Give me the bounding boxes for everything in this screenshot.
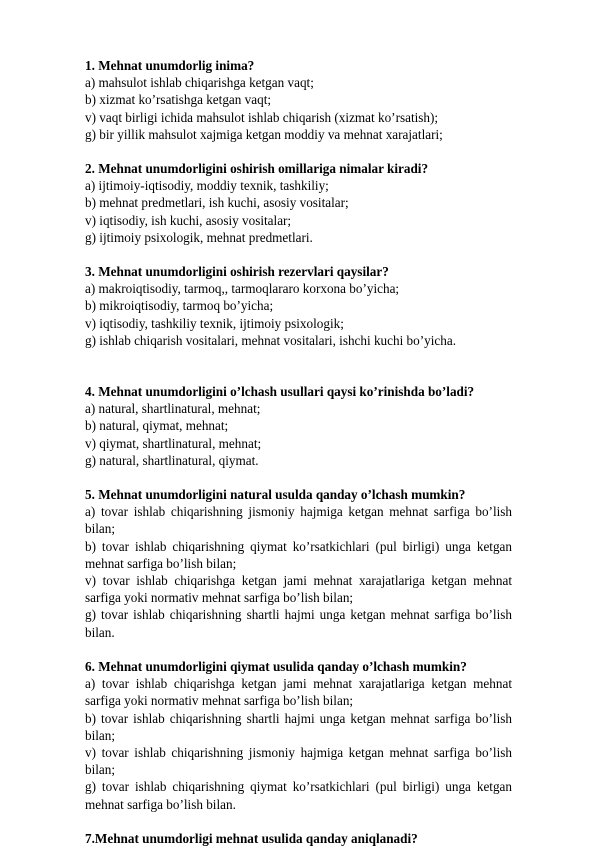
answer-option: g) bir yillik mahsulot xajmiga ketgan moddiy va mehnat xarajatlari; [85, 126, 443, 142]
answer-option: g) ishlab chiqarish vositalari, mehnat vositalari, ishchi kuchi bo’yicha. [85, 332, 456, 348]
question-block-5 [85, 486, 512, 641]
answer-option: g) tovar ishlab chiqarishning qiymat ko’rsatkichlari (pul birligi) unga ketgan mehnat sarfiga bo’lish bilan. [85, 779, 512, 812]
answer-option: a) makroiqtisodiy, tarmoq,, tarmoqlararo korxona bo’yicha; [85, 281, 400, 297]
answer-option: b) tovar ishlab chiqarishning shartli hajmi unga ketgan mehnat sarfiga bo’lish bilan; [85, 710, 512, 743]
question-title: 4. Mehnat unumdorligini o’lchash usullari qaysi ko’rinishda bo’ladi? [85, 384, 475, 400]
answer-option: v) tovar ishlab chiqarishning jismoniy hajmiga ketgan mehnat sarfiga bo’lish bilan; [85, 744, 512, 778]
question-title: 6. Mehnat unumdorligini qiymat usulida qanday o’lchash mumkin? [85, 658, 467, 674]
answer-option: g) natural, shartlinatural, qiymat. [85, 452, 259, 468]
question-title: 3. Mehnat unumdorligini oshirish rezervlari qaysilar? [85, 264, 389, 280]
answer-option: a) ijtimoiy-iqtisodiy, moddiy texnik, tashkiliy; [85, 178, 329, 194]
question-title: 2. Mehnat unumdorligini oshirish omillariga nimalar kiradi? [85, 161, 429, 177]
answer-option: g) ijtimoiy psixologik, mehnat predmetlari. [85, 229, 313, 245]
question-block-2 [85, 160, 512, 246]
answer-option: b) mehnat predmetlari, ish kuchi, asosiy vositalar; [85, 195, 349, 211]
question-title: 1. Mehnat unumdorlig inima? [85, 58, 255, 73]
answer-option: b) natural, qiymat, mehnat; [85, 418, 229, 434]
answer-option: g) tovar ishlab chiqarishning shartli hajmi unga ketgan mehnat sarfiga bo’lish bilan. [85, 607, 512, 640]
question-block-6 [85, 658, 512, 813]
answer-option: b) tovar ishlab chiqarishning qiymat ko’rsatkichlari (pul birligi) unga ketgan mehnat sarfiga bo’lish bilan; [85, 538, 512, 571]
answer-option: b) xizmat ko’rsatishga ketgan vaqt; [85, 92, 272, 108]
question-block-1 [85, 57, 512, 143]
question-block-4 [85, 383, 512, 469]
answer-option: a) mahsulot ishlab chiqarishga ketgan vaqt; [85, 75, 314, 91]
answer-option: v) tovar ishlab chiqarishga ketgan jami mehnat xarajatlariga ketgan mehnat sarfiga yoki normativ mehnat sarfiga bo’lish bilan; [85, 573, 512, 606]
answer-option: v) iqtisodiy, ish kuchi, asosiy vositalar; [85, 212, 292, 228]
question-title: 7.Mehnat unumdorligi mehnat usulida qanday aniqlanadi? [85, 830, 418, 846]
answer-option: v) qiymat, shartlinatural, mehnat; [85, 435, 262, 451]
answer-option: a) tovar ishlab chiqarishning jismoniy hajmiga ketgan mehnat sarfiga bo’lish bilan; [85, 504, 512, 537]
question-block-7 [85, 830, 512, 847]
answer-option: a) tovar ishlab chiqarishga ketgan jami mehnat xarajatlariga ketgan mehnat sarfiga yoki normativ mehnat sarfiga bo’lish bilan; [85, 676, 512, 709]
question-block-3 [85, 263, 512, 349]
question-title: 5. Mehnat unumdorligini natural usulda qanday o’lchash mumkin? [85, 487, 466, 503]
answer-option: b) mikroiqtisodiy, tarmoq bo’yicha; [85, 298, 274, 314]
answer-option: v) iqtisodiy, tashkiliy texnik, ijtimoiy psixologik; [85, 315, 344, 331]
answer-option: v) vaqt birligi ichida mahsulot ishlab chiqarish (xizmat ko’rsatish); [85, 109, 439, 125]
document-page [85, 57, 512, 864]
answer-option: a) natural, shartlinatural, mehnat; [85, 401, 261, 417]
